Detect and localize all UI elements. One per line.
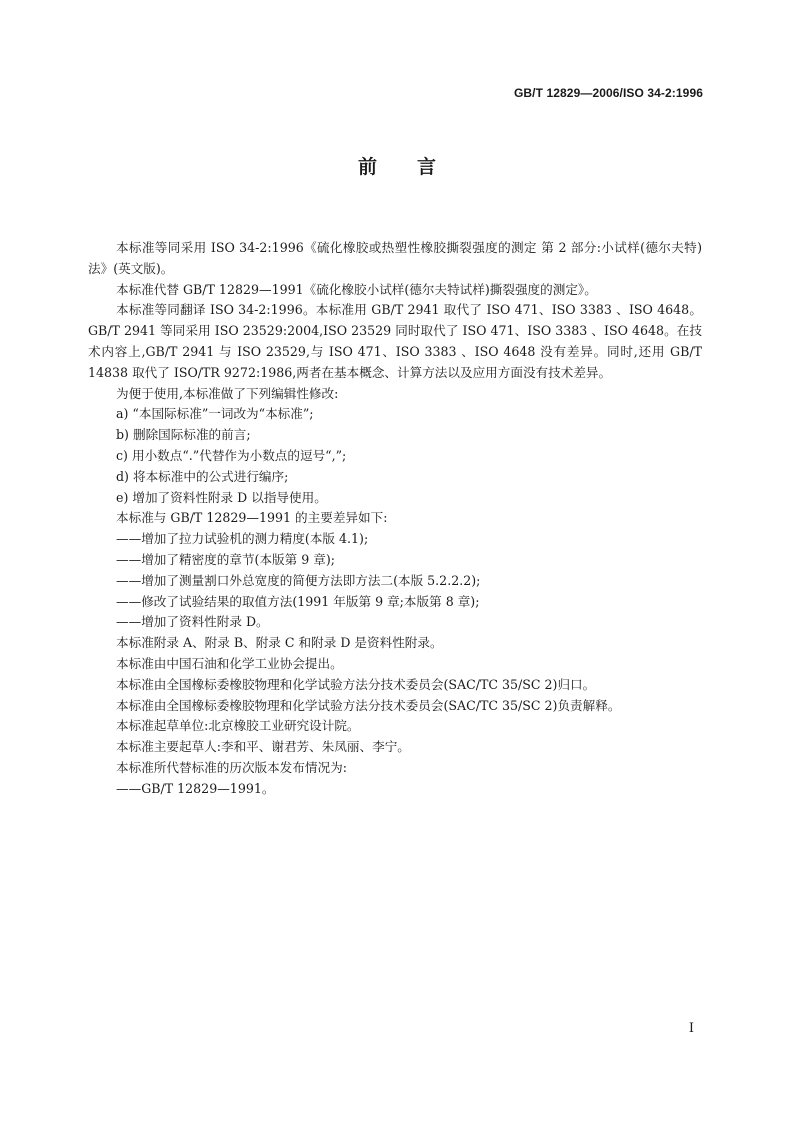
paragraph-translation: 本标准等同翻译 ISO 34-2:1996。本标准用 GB/T 2941 取代了 ISO 471、ISO 3383 、ISO 4648。GB/T 2941 等同采用 ISO 23529:2004,ISO 23529 同时取代了 ISO 471、ISO 3383 、ISO 4648。在技术内容上,GB/T 2941 与 ISO 23529,与 ISO 471、ISO 3383 、ISO 4648 没有差异。同时,还用 GB/T 14838 取代了 ISO/TR 9272:1986,两者在基本概念、计算方法以及应用方面没有技术差异。 [88, 302, 702, 380]
list-item-c: c) 用小数点“.”代替作为小数点的逗号“,”; [116, 447, 347, 463]
paragraph-drafters: 本标准主要起草人:李和平、谢君芳、朱凤丽、李宁。 [116, 739, 410, 755]
paragraph-annexes: 本标准附录 A、附录 B、附录 C 和附录 D 是资料性附录。 [116, 635, 443, 651]
list-item-d: d) 将本标准中的公式进行编序; [116, 468, 289, 484]
paragraph-replaces: 本标准代替 GB/T 12829—1991《硫化橡胶小试样(德尔夫特试样)撕裂强度的测定》。 [116, 281, 597, 297]
list-item-b: b) 删除国际标准的前言; [116, 427, 251, 443]
history-item: ——GB/T 12829—1991。 [116, 780, 275, 796]
standard-code: GB/T 12829—2006/ISO 34-2:1996 [513, 86, 703, 100]
difference-item: ——增加了测量割口外总宽度的简便方法即方法二(本版 5.2.2.2); [116, 572, 481, 588]
paragraph-interpretation: 本标准由全国橡标委橡胶物理和化学试验方法分技术委员会(SAC/TC 35/SC 2)负责解释。 [116, 697, 621, 713]
foreword-body [88, 238, 702, 800]
paragraph-history-intro: 本标准所代替标准的历次版本发布情况为: [116, 759, 347, 775]
page-title: 前言 [357, 156, 476, 178]
difference-item: ——修改了试验结果的取值方法(1991 年版第 9 章;本版第 8 章); [116, 593, 480, 609]
difference-item: ——增加了拉力试验机的测力精度(本版 4.1); [116, 531, 369, 547]
paragraph-adoption: 本标准等同采用 ISO 34-2:1996《硫化橡胶或热塑性橡胶撕裂强度的测定 第 2 部分:小试样(德尔夫特)法》(英文版)。 [88, 240, 702, 276]
paragraph-differences-intro: 本标准与 GB/T 12829—1991 的主要差异如下: [116, 510, 388, 526]
difference-item: ——增加了精密度的章节(本版第 9 章); [116, 551, 335, 567]
paragraph-drafting-unit: 本标准起草单位:北京橡胶工业研究设计院。 [116, 718, 360, 734]
page-number: I [688, 1021, 694, 1036]
difference-item: ——增加了资料性附录 D。 [116, 614, 269, 630]
paragraph-proposed-by: 本标准由中国石油和化学工业协会提出。 [116, 655, 343, 671]
paragraph-editorial-intro: 为便于使用,本标准做了下列编辑性修改: [116, 385, 339, 401]
list-item-e: e) 增加了资料性附录 D 以指导使用。 [116, 489, 327, 505]
paragraph-centralized: 本标准由全国橡标委橡胶物理和化学试验方法分技术委员会(SAC/TC 35/SC 2)归口。 [116, 676, 596, 692]
list-item-a: a) “本国际标准”一词改为“本标准”; [116, 406, 314, 422]
